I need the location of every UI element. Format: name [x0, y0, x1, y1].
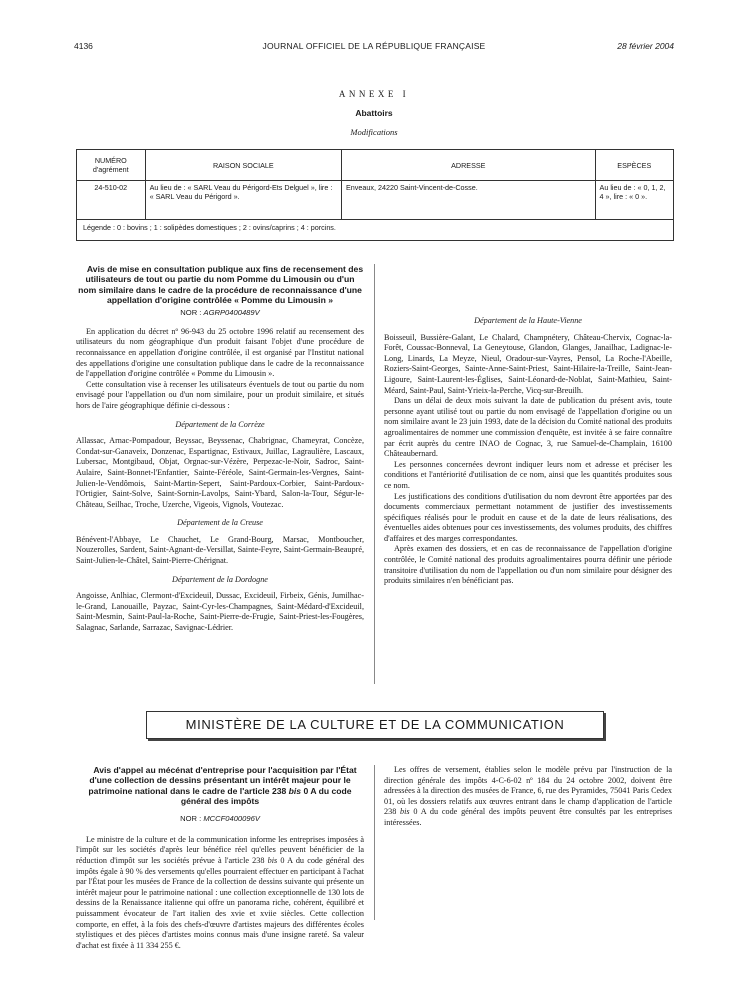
avis1-nor — [76, 308, 364, 319]
avis1-paragraph-4: Les personnes concernées devront indiquer leurs nom et adresse et préciser les conditions et l'antériorité d'utilisation de ce nom, ainsi que les quantités produites sous ce nom. — [384, 459, 672, 490]
dept-haute-vienne-heading: Département de la Haute-Vienne — [474, 316, 582, 325]
dept-correze-heading: Département de la Corrèze — [175, 419, 265, 429]
ministry-banner: MINISTÈRE DE LA CULTURE ET DE LA COMMUNICATION — [146, 711, 604, 739]
annexe-table — [76, 149, 674, 241]
avis2-title-part-b: 0 A du code général des impôts — [180, 785, 352, 806]
table-row — [77, 181, 674, 220]
communes-creuse: Bénévent-l'Abbaye, Le Chauchet, Le Grand-Bourg, Marsac, Montboucher, Nouzerolles, Sardent, Saint-Agnant-de-Versillat, Sainte-Feyre, Saint-Germain-Beaupré, Saint-Julien-le-Châtel, Saint-Pierre-Chérignat. — [76, 534, 364, 566]
column-rule — [374, 765, 375, 920]
annexe-subtitle: Abattoirs — [355, 108, 393, 118]
cell-numero: 24-510-02 — [77, 181, 146, 220]
cell-adresse: Enveaux, 24220 Saint-Vincent-de-Cosse. — [342, 181, 596, 220]
nor-code: MCCF0400096V — [203, 814, 260, 824]
avis1-paragraph-5: Les justifications des conditions d'utilisation du nom devront être apportées par des documents commerciaux permettant notamment de justifier des investissements spécifiques réalisés pour le produit en cause et de la date de leurs réalisations, des éventuelles aides obtenues pour ces investissements, des volumes produits, des chiffres d'affaires et des marges correspondantes. — [384, 491, 672, 543]
col-header-especes: ESPÈCES — [595, 150, 673, 181]
table-legend-row — [77, 220, 674, 241]
cell-especes: Au lieu de : « 0, 1, 2, 4 », lire : « 0 ». — [595, 181, 673, 220]
col-header-adresse: ADRESSE — [342, 150, 596, 181]
communes-haute-vienne: Boisseuil, Bussière-Galant, Le Chalard, Champnétery, Château-Chervix, Cognac-la-Forêt, Coussac-Bonneval, La Geneytouse, Glandon, Glanges, Janailhac, Ladignac-le-Long, Linards, La Meyze, Nieul, Oradour-sur-Vayres, Pensol, La Roche-l'Abeille, Roziers-Saint-Georges, Sainte-Anne-Saint-Priest, Saint-Hilaire-la-Treille, Saint-Jean-Ligoure, Saint-Laurent-les-Églises, Saint-Léonard-de-Noblat, Saint-Mathieu, Saint-Méard, Saint-Paul, Saint-Yrieix-la-Perche, Vicq-sur-Breuilh. — [384, 332, 672, 395]
avis2-right-column — [384, 765, 672, 829]
avis1-paragraph-3: Dans un délai de deux mois suivant la date de publication du présent avis, toute personne ayant utilisé tout ou partie du nom envisagé de l'appellation d'origine ou un nom similaire avant le 23 juin 1993, date de la décision du Comité national des produits agroalimentaires de nommer une commission d'enquête, est invitée à se faire connaître par écrit auprès du centre INAO de Cognac, 3, rue Samuel-de-Champlain, 16100 Châteaubernard. — [384, 396, 672, 459]
avis2-p1-part-b: 0 A du code général des impôts égale à 90 % des versements qu'elles pourraient effectuer en participant à l'achat par l'État pour les musées de France de la collection de dessins suivante qui présente un intérêt majeur pour le patrimoine national : une collection exceptionnelle de 130 lots de dessins de la Renaissance italienne qui offre un panorama riche, cohérent, équilibré et puissamment évocateur de l'art italien des xvie et xviie siècles. Cette collection comporte, en effet, à la fois des chefs-d'œuvre d'artistes majeurs des différentes écoles stylistiques et des pièces d'artistes moins connus mais d'une insigne rareté. Sa valeur d'achat est fixée à 11 334 255 €. — [76, 855, 365, 950]
dept-creuse-heading: Département de la Creuse — [177, 518, 263, 528]
avis1-paragraph-2: Cette consultation vise à recenser les utilisateurs éventuels de tout ou partie du nom envisagé pour l'appellation ou d'un nom similaire, pour un produit similaire, et situés hors de l'aire géographique définie ci-dessous : — [76, 379, 364, 410]
avis1-title: Avis de mise en consultation publique aux fins de recensement des utilisateurs de tout ou partie du nom Pomme du Limousin ou d'un nom similaire dans le cadre de la procédure de reconnaissance d'une appellation d'origine contrôlée « Pomme du Limousin » — [78, 264, 364, 305]
table-legend: Légende : 0 : bovins ; 1 : solipèdes domestiques ; 2 : ovins/caprins ; 4 : porcins. — [77, 220, 674, 241]
avis2-nor — [76, 814, 364, 825]
communes-dordogne: Angoisse, Anlhiac, Clermont-d'Excideuil, Dussac, Excideuil, Firbeix, Génis, Jumilhac-le-Grand, Lanouaille, Payzac, Saint-Cyr-les-Champagnes, Saint-Médard-d'Excideuil, Saint-Mesmin, Saint-Paul-la-Roche, Saint-Pierre-de-Frugie, Saint-Priest-les-Fougères, Salagnac, Sarlande, Sarrazac, Savignac-Lédrier. — [76, 591, 364, 633]
col-header-raison: RAISON SOCIALE — [145, 150, 341, 181]
avis2-title — [76, 765, 364, 806]
dept-dordogne-heading: Département de la Dordogne — [172, 574, 268, 584]
avis1-right-column — [384, 264, 672, 587]
avis2-left-column — [76, 765, 364, 951]
nor-label: NOR : — [180, 308, 202, 318]
avis2-title-part-a: Avis d'appel au mécénat d'entreprise pour l'acquisition par l'État d'une collection de dessins présentant un intérêt majeur pour le patrimoine national dans le cadre de l'article 238 — [88, 765, 357, 796]
avis2-paragraph-1 — [76, 835, 364, 952]
avis1-paragraph-6: Après examen des dossiers, et en cas de reconnaissance de l'appellation d'origine contrôlée, le Comité national des produits agroalimentaires pourra définir une période transitoire d'utilisation du nom de l'appellation ou d'un nom similaire pour désigner des produits similaires n'en bénéficiant pas. — [384, 544, 672, 586]
avis2-p2-part-a: Les offres de versement, établies selon le modèle prévu par l'instruction de la direction générale des impôts 4-C-6-02 nº 184 du 24 octobre 2002, doivent être adressées à la direction des musées de France, 6, rue des Pyramides, 75041 Paris Cedex 01, où les dossiers relatifs aux œuvres entrant dans le champ d'application de l'article 238 — [384, 765, 672, 817]
table-header-row — [77, 150, 674, 181]
nor-label: NOR : — [180, 814, 202, 824]
avis2-p2-bis: bis — [400, 807, 410, 817]
annexe-modifications: Modifications — [350, 127, 398, 137]
avis2-paragraph-2 — [384, 765, 672, 829]
column-rule — [374, 264, 375, 684]
cell-raison: Au lieu de : « SARL Veau du Périgord-Ets Delguel », lire : « SARL Veau du Périgord ». — [145, 181, 341, 220]
avis1-left-column — [76, 264, 364, 634]
annexe-title: ANNEXE I — [338, 89, 410, 99]
col-header-numero: NUMÉRO d'agrément — [77, 150, 146, 181]
avis2-p2-part-b: 0 A du code général des impôts peuvent être consultés par les entreprises intéressées. — [384, 807, 672, 827]
journal-title: JOURNAL OFFICIEL DE LA RÉPUBLIQUE FRANÇAISE — [262, 41, 486, 51]
avis2-title-bis: bis — [288, 785, 302, 796]
nor-code: AGRP0400489V — [203, 308, 260, 318]
communes-correze: Allassac, Arnac-Pompadour, Beyssac, Beyssenac, Chabrignac, Chameyrat, Concèze, Condat-sur-Ganaveix, Donzenac, Espartignac, Estivaux, Juillac, Lagraulière, Lascaux, Lubersac, Montgibaud, Objat, Orgnac-sur-Vézère, Perpezac-le-Noir, Sadroc, Saint-Aulaire, Saint-Bonnet-l'Enfantier, Sainte-Féréole, Saint-Germain-les-Vergnes, Saint-Julien-le-Vendômois, Saint-Martin-Sepert, Saint-Pardoux-Corbier, Saint-Pardoux-l'Ortigier, Saint-Solve, Saint-Sornin-Lavolps, Saint-Ybard, Salon-la-Tour, Ségur-le-Château, Seilhac, Troche, Uzerche, Vigeois, Vignols, Voutezac. — [76, 436, 364, 509]
page-number: 4136 — [74, 41, 93, 51]
avis1-paragraph-1: En application du décret nº 96-943 du 25 octobre 1996 relatif au recensement des utilisateurs du nom géographique d'un produit faisant l'objet d'une procédure de reconnaissance en appellation d'origine contrôlée, il est organisé par l'Institut national des appellations d'origine une consultation publique dans le cadre de la reconnaissance de l'appellation d'origine contrôlée « Pomme du Limousin ». — [76, 326, 364, 379]
publication-date: 28 février 2004 — [617, 41, 674, 51]
avis2-p1-part-a: Le ministre de la culture et de la communication informe les entreprises imposées à l'impôt sur les sociétés d'après leur bénéfice réel qu'elles peuvent bénéficier de la réduction d'impôt sur les sociétés prévue à l'article 238 — [76, 834, 364, 865]
avis2-p1-bis: bis — [267, 855, 278, 865]
